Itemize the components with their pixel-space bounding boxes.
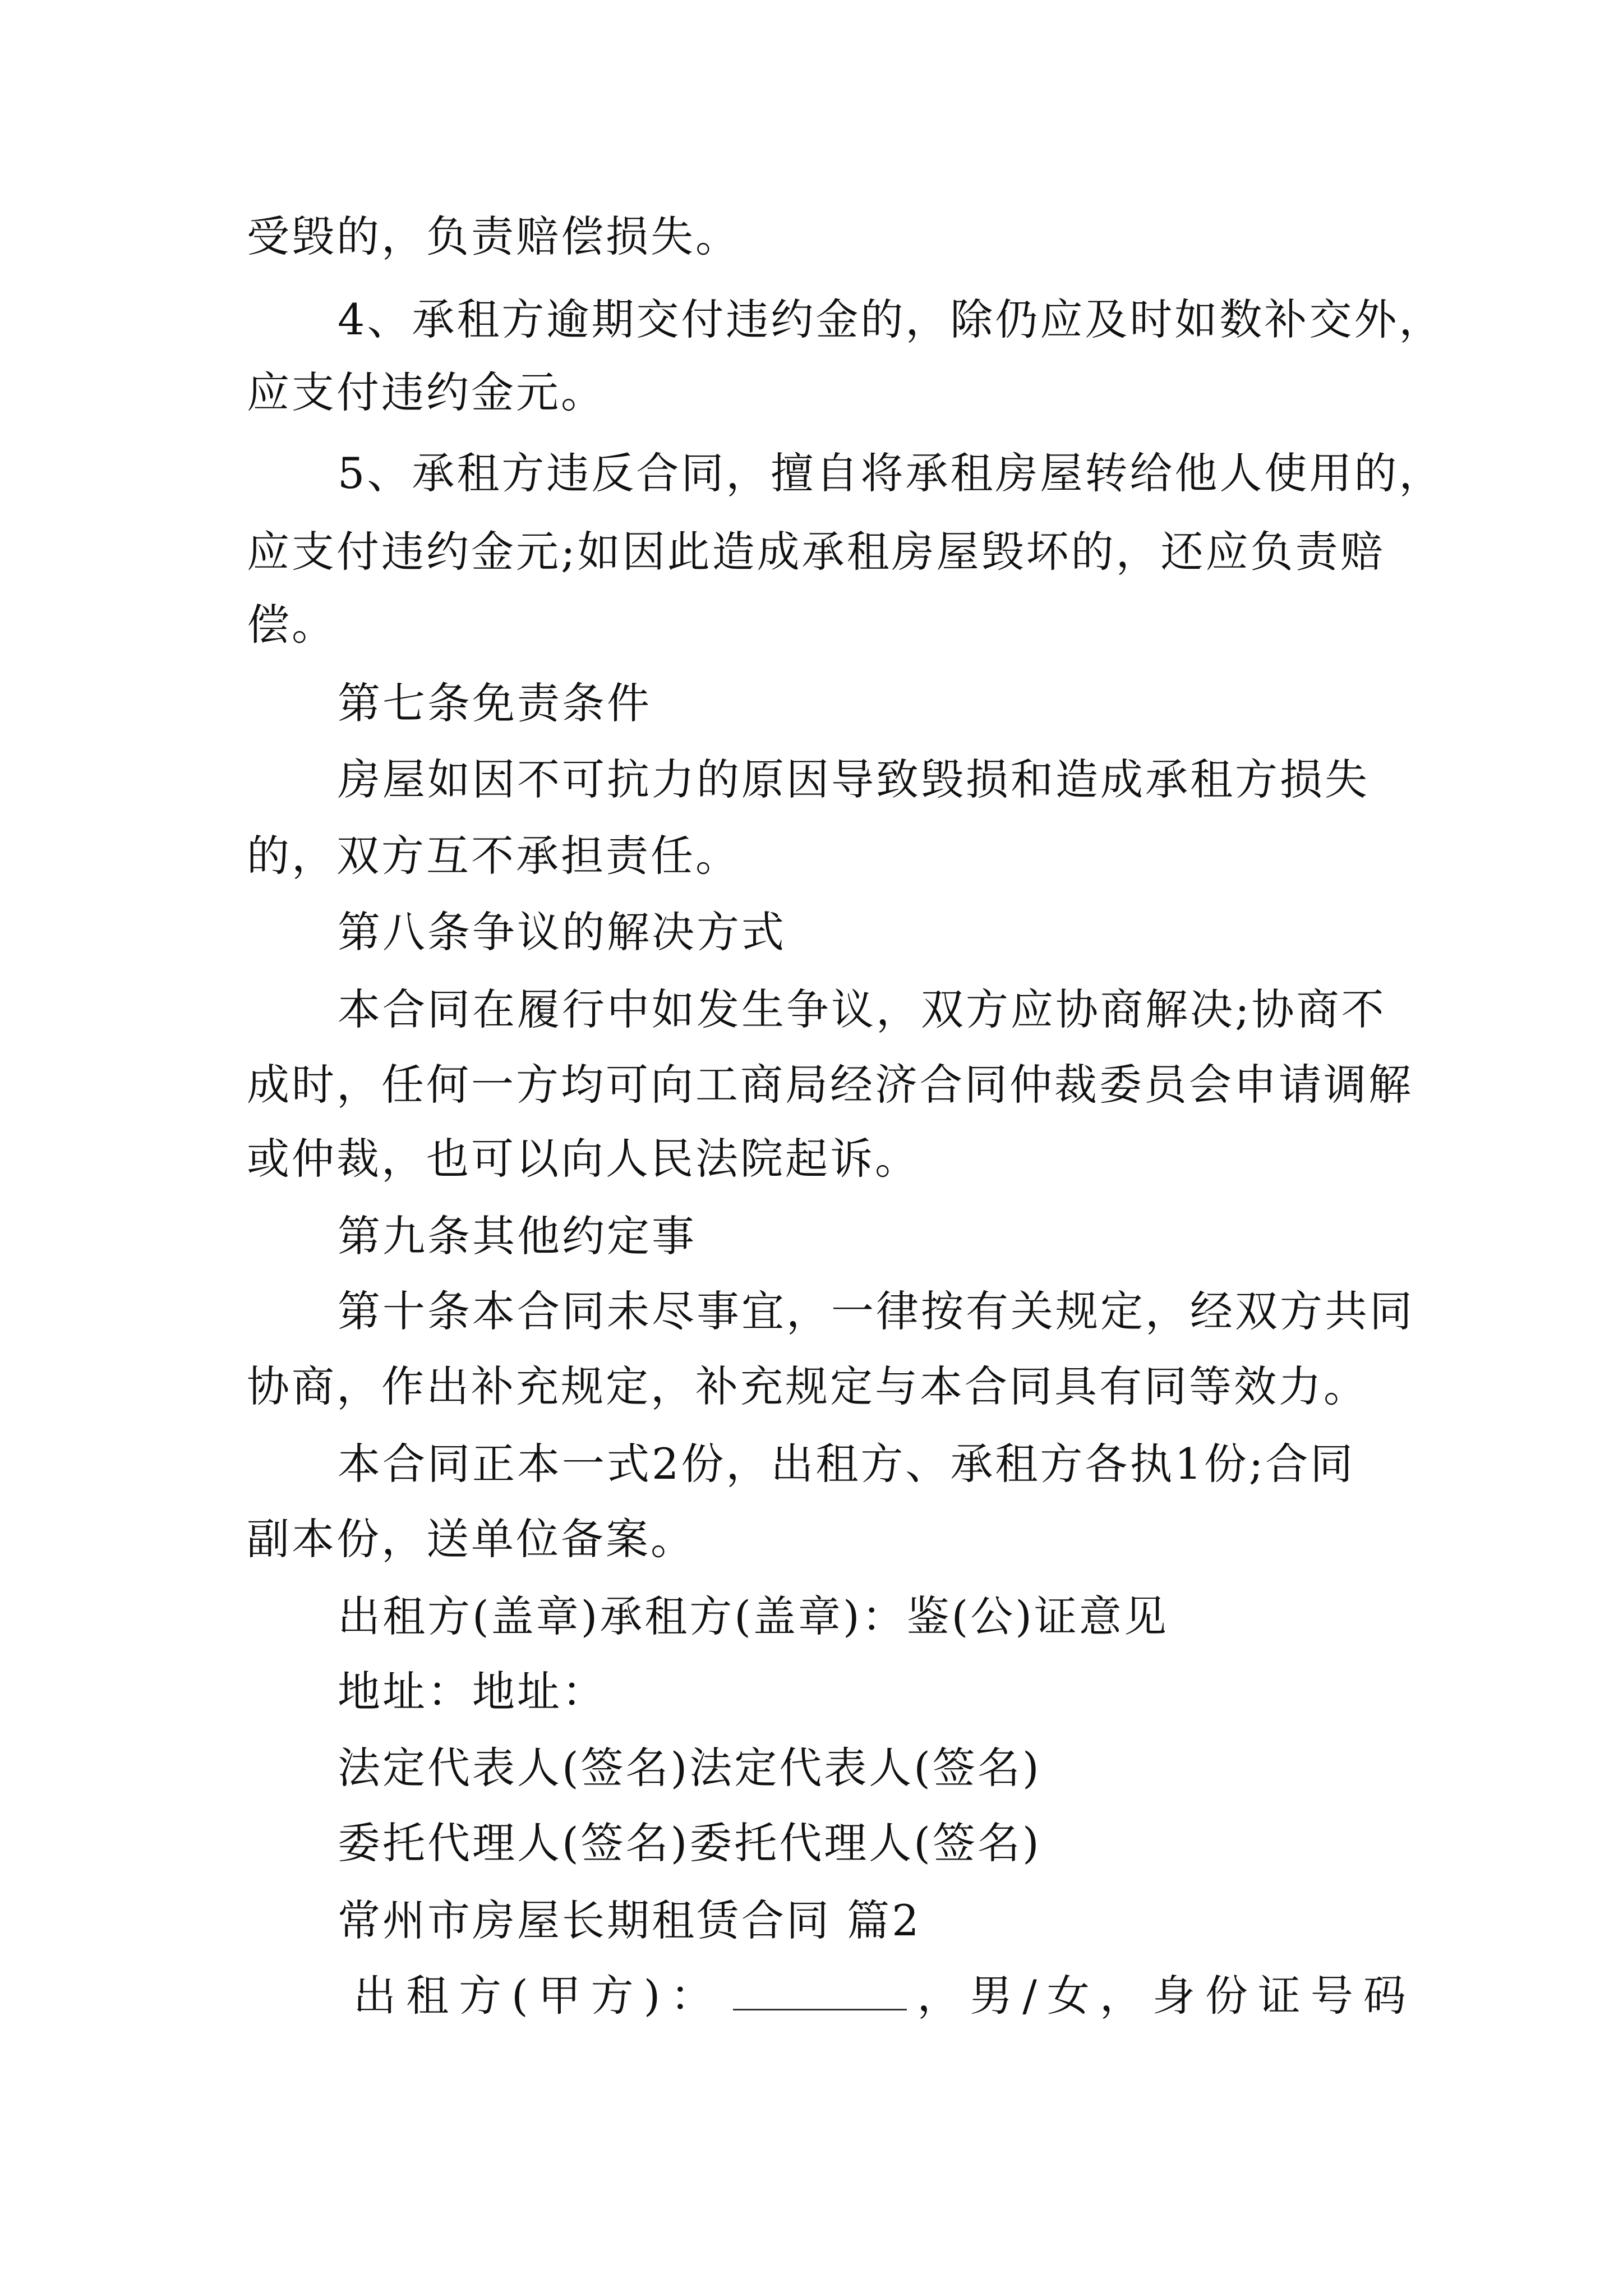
text-line: 应支付违约金元。: [247, 367, 606, 417]
text-line: 本合同在履行中如发生争议，双方应协商解决;协商不: [338, 984, 1386, 1034]
text-line: 4、承租方逾期交付违约金的，除仍应及时如数补交外，: [338, 295, 1444, 344]
text-line: 偿。: [247, 600, 336, 650]
section-heading: 第七条免责条件: [338, 678, 652, 728]
contract-title: 常州市房屋长期租赁合同 篇2: [338, 1895, 921, 1945]
text-line: 成时，任何一方均可向工商局经济合同仲裁委员会申请调解: [247, 1060, 1413, 1110]
text-line: 应支付违约金元;如因此造成承租房屋毁坏的，还应负责赔: [247, 527, 1385, 577]
party-label: 出租方(甲方)：: [353, 1971, 723, 2021]
text-line: 副本份，送单位备案。: [247, 1514, 695, 1564]
text-line: 房屋如因不可抗力的原因导致毁损和造成承租方损失: [338, 754, 1370, 804]
text-line: 协商，作出补充规定，补充规定与本合同具有同等效力。: [247, 1361, 1368, 1411]
section-heading: 第九条其他约定事: [338, 1211, 697, 1261]
contract-party-line: [353, 1969, 1492, 2023]
text-line: 本合同正本一式2份，出租方、承租方各执1份;合同: [338, 1439, 1355, 1489]
text-line: 或仲裁，也可以向人民法院起诉。: [247, 1134, 920, 1184]
signature-line: 法定代表人(签名)法定代表人(签名): [338, 1743, 1041, 1793]
blank-field: [733, 2003, 907, 2010]
text-line: 第十条本合同未尽事宜，一律按有关规定，经双方共同: [338, 1286, 1414, 1336]
signature-line: 地址：地址：: [338, 1667, 607, 1717]
section-heading: 第八条争议的解决方式: [338, 907, 786, 957]
signature-line: 出租方(盖章)承租方(盖章)：鉴(公)证意见: [338, 1591, 1169, 1641]
party-suffix: ，男/女，身份证号码: [917, 1971, 1416, 2021]
text-line: 的，双方互不承担责任。: [247, 831, 740, 881]
signature-line: 委托代理人(签名)委托代理人(签名): [338, 1818, 1041, 1868]
text-line: 5、承租方违反合同，擅自将承租房屋转给他人使用的，: [338, 448, 1444, 498]
text-line: 受毁的，负责赔偿损失。: [247, 211, 740, 261]
